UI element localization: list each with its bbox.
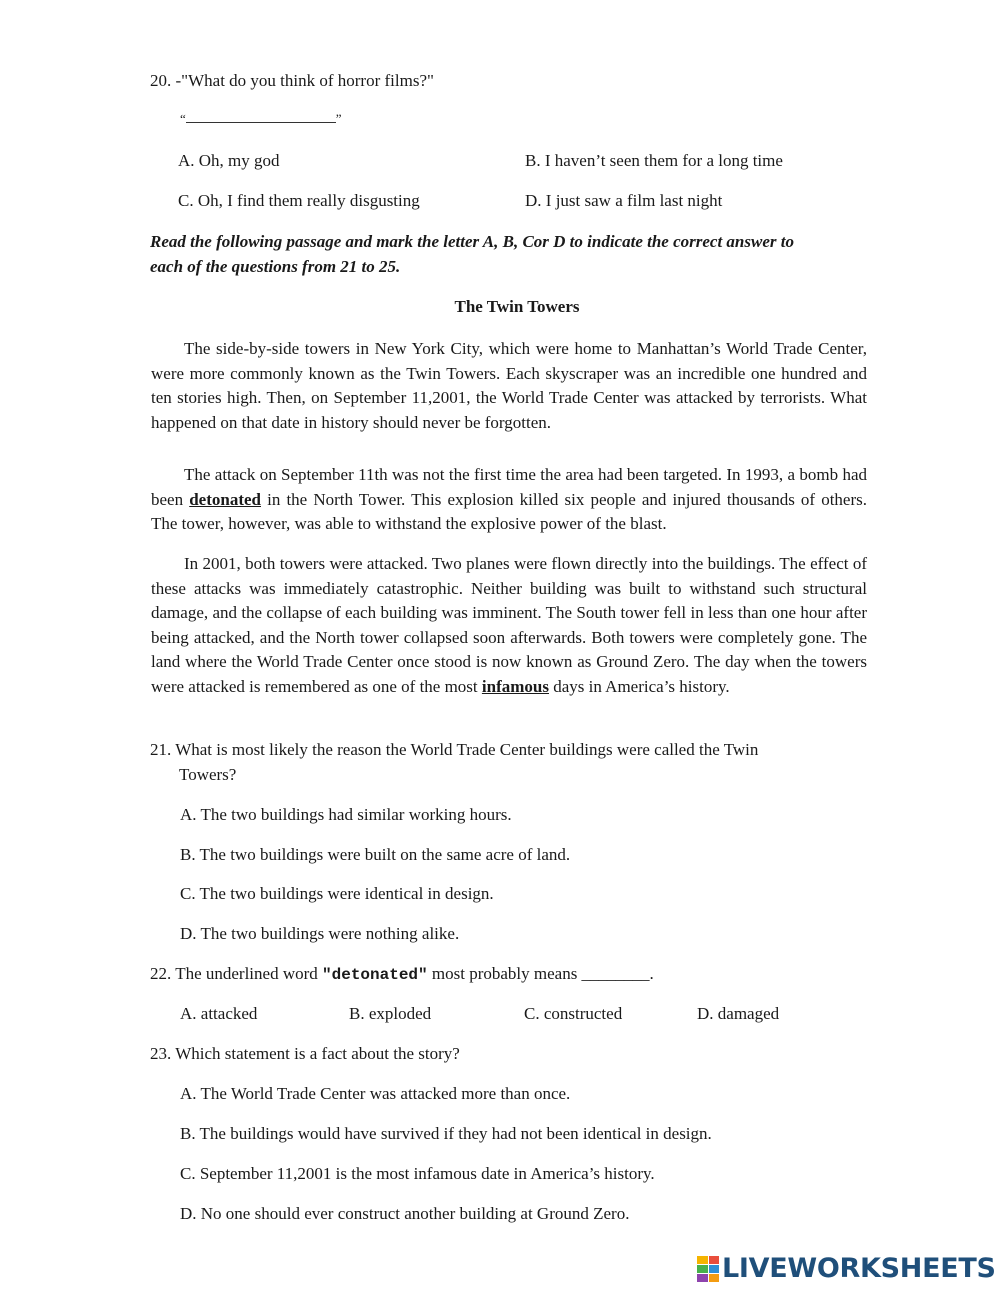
q23-option-a: A. The World Trade Center was attacked more than once. bbox=[180, 1084, 571, 1103]
q22-option-c: C. constructed bbox=[524, 1004, 623, 1023]
q22-option-b: B. exploded bbox=[349, 1004, 432, 1023]
passage-paragraph-2 bbox=[151, 463, 867, 537]
underlined-word-infamous: infamous bbox=[481, 676, 549, 696]
open-quote: “ bbox=[180, 111, 186, 126]
q21-option-b: B. The two buildings were built on the same acre of land. bbox=[180, 845, 571, 864]
q20-option-b: B. I haven’t seen them for a long time bbox=[525, 151, 783, 170]
q22-keyword: "detonated" bbox=[322, 966, 428, 984]
q20-answer-blank[interactable] bbox=[180, 108, 342, 128]
passage-paragraph-1 bbox=[151, 337, 867, 435]
q22-question bbox=[150, 964, 654, 984]
q23-option-b: B. The buildings would have survived if they had not been identical in design. bbox=[180, 1124, 712, 1143]
passage-title: The Twin Towers bbox=[454, 297, 580, 316]
q21-question-line-1: 21. What is most likely the reason the World Trade Center buildings were called the Twin bbox=[150, 740, 759, 759]
q23-question: 23. Which statement is a fact about the story? bbox=[150, 1044, 460, 1063]
q20-option-c: C. Oh, I find them really disgusting bbox=[178, 191, 420, 210]
q20-option-d: D. I just saw a film last night bbox=[525, 191, 723, 210]
q23-option-d: D. No one should ever construct another building at Ground Zero. bbox=[180, 1204, 630, 1223]
q21-option-a: A. The two buildings had similar working hours. bbox=[180, 805, 512, 824]
close-quote: ” bbox=[335, 111, 342, 126]
paragraph-3-text-end: days in America’s history. bbox=[548, 676, 730, 696]
paragraph-1-text: The side-by-side towers in New York City, which were home to Manhattan’s World Trade Center, were more commonly known as the Twin Towers. Each skyscraper was an incredible one hundred and ten stories high. Then, on September 11,2001, the World Trade Center was attacked by terrorists. What happened on that date in history should never be forgotten. bbox=[151, 339, 867, 432]
q22-option-d: D. damaged bbox=[697, 1004, 780, 1023]
q23-option-c: C. September 11,2001 is the most infamous date in America’s history. bbox=[180, 1164, 655, 1183]
instruction-line-1: Read the following passage and mark the letter A, B, Cor D to indicate the correct answer to bbox=[150, 232, 794, 251]
liveworksheets-logo bbox=[697, 1253, 996, 1284]
passage-paragraph-3 bbox=[151, 552, 867, 700]
paragraph-2-text-start: The attack on September 11th was not the first time the area had been targeted. In 1993, a bomb had been bbox=[151, 465, 867, 509]
q22-text-end: most probably means ________. bbox=[427, 964, 654, 983]
q22-text-start: 22. The underlined word bbox=[150, 964, 323, 983]
liveworksheets-logo-text: LIVEWORKSHEETS bbox=[722, 1253, 996, 1284]
q21-option-c: C. The two buildings were identical in design. bbox=[180, 884, 494, 903]
q20-option-a: A. Oh, my god bbox=[178, 151, 280, 170]
instruction-line-2: each of the questions from 21 to 25. bbox=[150, 257, 401, 276]
underlined-word-detonated: detonated bbox=[189, 489, 261, 509]
q20-question: 20. -"What do you think of horror films?" bbox=[150, 71, 434, 90]
q21-option-d: D. The two buildings were nothing alike. bbox=[180, 924, 460, 943]
q22-option-a: A. attacked bbox=[180, 1004, 258, 1023]
q21-question-line-2: Towers? bbox=[179, 765, 237, 784]
liveworksheets-logo-icon bbox=[697, 1256, 719, 1282]
paragraph-2-text-end: in the North Tower. This explosion killed six people and injured thousands of others. The tower, however, was able to withstand the explosive power of the blast. bbox=[151, 489, 868, 534]
paragraph-3-text-start: In 2001, both towers were attacked. Two planes were flown directly into the buildings. The effect of these attacks was immediately catastrophic. Neither building was built to withstand such structural damage, and the collapse of each building was imminent. The South tower fell in less than one hour after being attacked, and the North tower collapsed soon afterwards. Both towers were completely gone. The land where the World Trade Center once stood is now known as Ground Zero. The day when the towers were attacked is remembered as one of the most bbox=[151, 554, 867, 696]
blank-line bbox=[186, 108, 336, 123]
